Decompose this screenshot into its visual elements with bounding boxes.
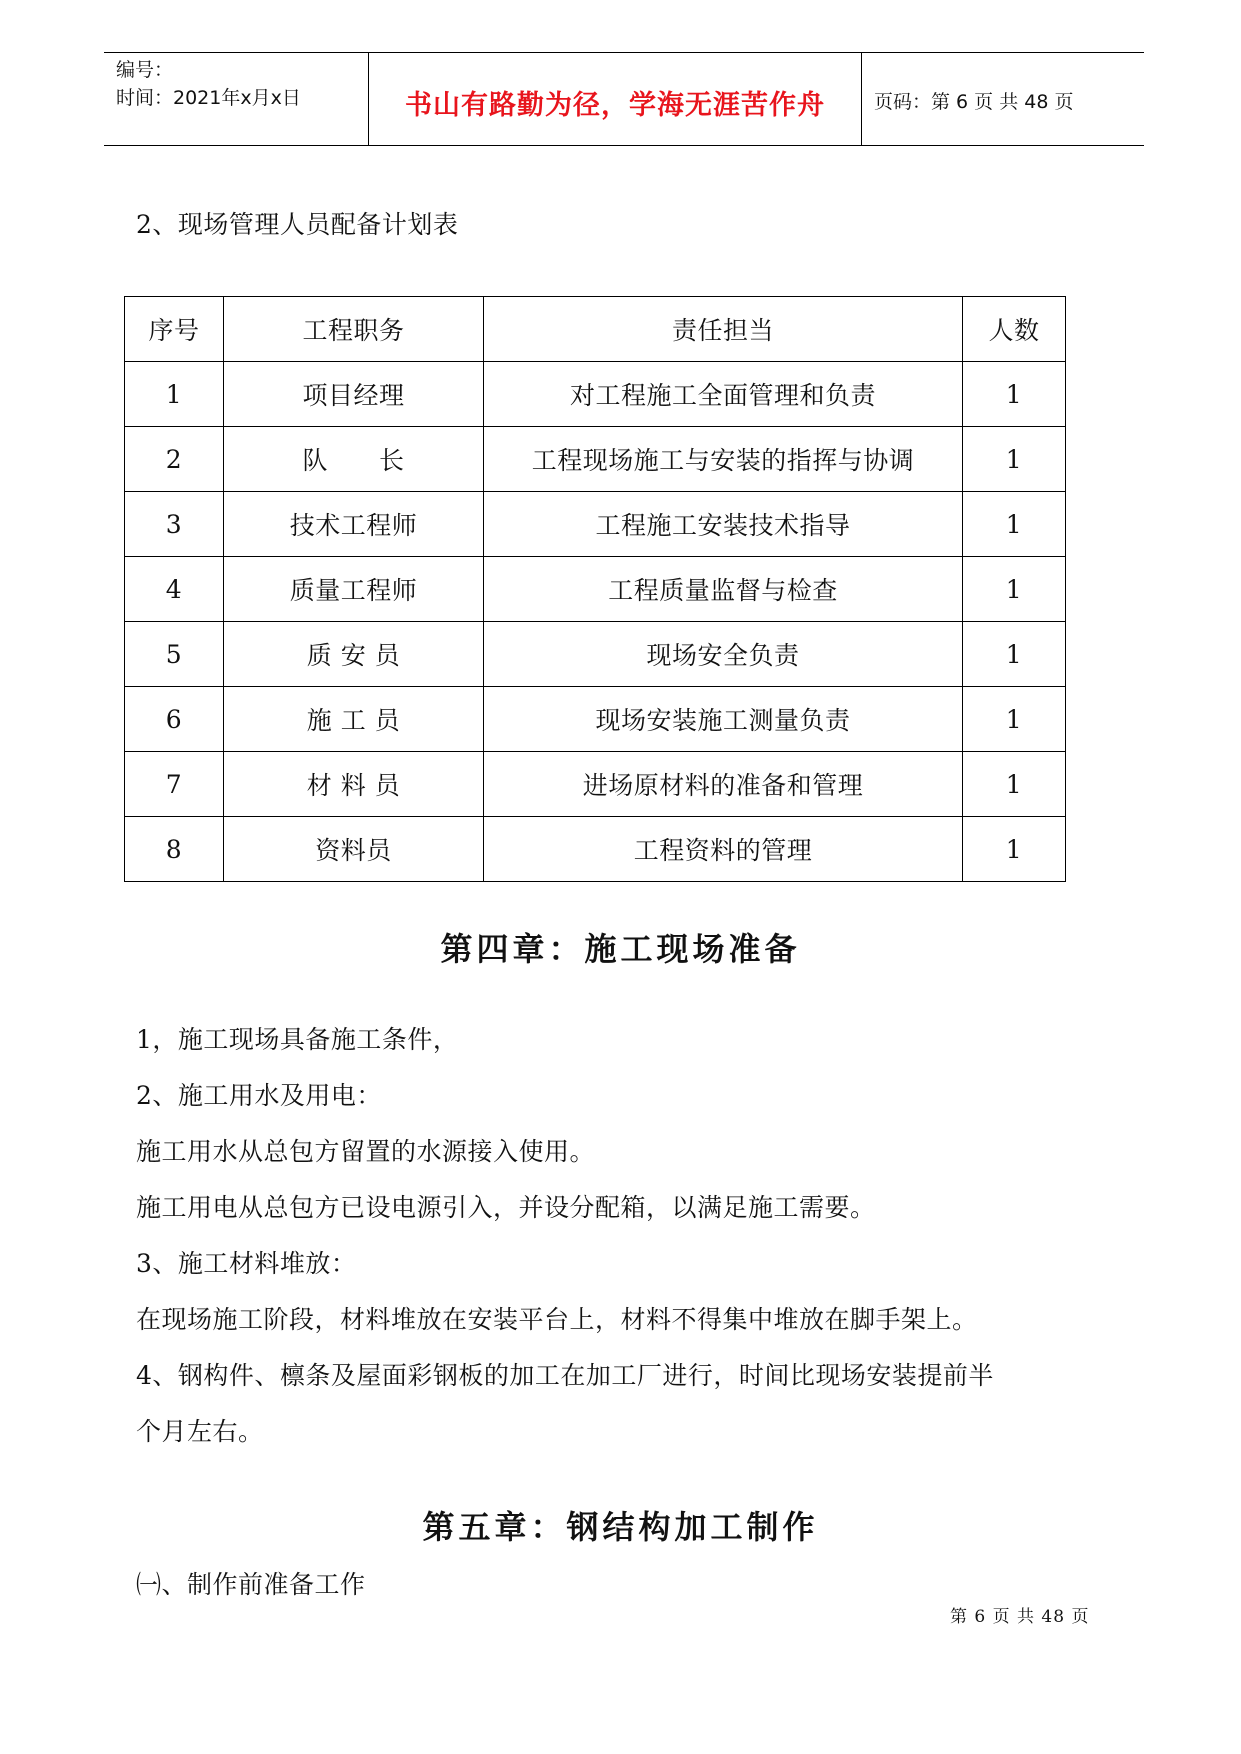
header-cell-responsibility: 责任担当 <box>484 297 963 362</box>
cell-count: 1 <box>963 817 1066 882</box>
cell-responsibility: 工程质量监督与检查 <box>484 557 963 622</box>
paragraph: 施工用电从总包方已设电源引入，并设分配箱，以满足施工需要。 <box>136 1193 876 1222</box>
cell-index: 7 <box>125 752 224 817</box>
cell-position: 质 安 员 <box>224 622 484 687</box>
doc-number-label: 编号： <box>116 59 174 81</box>
doc-time-label: 时间：2021年x月x日 <box>116 87 301 109</box>
cell-index: 5 <box>125 622 224 687</box>
table-row <box>125 817 1066 882</box>
cell-count: 1 <box>963 362 1066 427</box>
page-header <box>104 52 1144 146</box>
paragraph: 3、施工材料堆放： <box>136 1249 357 1278</box>
cell-position: 项目经理 <box>224 362 484 427</box>
header-cell-count: 人数 <box>963 297 1066 362</box>
cell-count: 1 <box>963 427 1066 492</box>
table-row <box>125 362 1066 427</box>
header-motto-cell <box>368 53 862 145</box>
table-row <box>125 687 1066 752</box>
header-motto: 书山有路勤为径，学海无涯苦作舟 <box>405 90 825 121</box>
table-row <box>125 752 1066 817</box>
header-page-cell <box>862 53 1144 145</box>
cell-position: 队 长 <box>224 427 484 492</box>
cell-count: 1 <box>963 752 1066 817</box>
cell-index: 6 <box>125 687 224 752</box>
cell-position: 技术工程师 <box>224 492 484 557</box>
paragraph: 施工用水从总包方留置的水源接入使用。 <box>136 1137 596 1166</box>
cell-responsibility: 现场安全负责 <box>484 622 963 687</box>
cell-responsibility: 工程施工安装技术指导 <box>484 492 963 557</box>
cell-index: 2 <box>125 427 224 492</box>
cell-position: 材 料 员 <box>224 752 484 817</box>
cell-index: 8 <box>125 817 224 882</box>
cell-position: 资料员 <box>224 817 484 882</box>
cell-responsibility: 工程现场施工与安装的指挥与协调 <box>484 427 963 492</box>
staff-plan-table <box>124 296 1066 882</box>
header-cell-index: 序号 <box>125 297 224 362</box>
cell-index: 1 <box>125 362 224 427</box>
cell-count: 1 <box>963 687 1066 752</box>
cell-responsibility: 工程资料的管理 <box>484 817 963 882</box>
section-title: 2、现场管理人员配备计划表 <box>136 210 459 239</box>
cell-count: 1 <box>963 622 1066 687</box>
table-row <box>125 557 1066 622</box>
subsection-title: ㈠、制作前准备工作 <box>136 1570 366 1599</box>
cell-position: 施 工 员 <box>224 687 484 752</box>
cell-responsibility: 进场原材料的准备和管理 <box>484 752 963 817</box>
cell-count: 1 <box>963 492 1066 557</box>
cell-position: 质量工程师 <box>224 557 484 622</box>
cell-responsibility: 现场安装施工测量负责 <box>484 687 963 752</box>
table-row <box>125 622 1066 687</box>
paragraph: 2、施工用水及用电： <box>136 1081 382 1110</box>
chapter-4-title: 第四章：施工现场准备 <box>440 930 801 968</box>
paragraph: 在现场施工阶段，材料堆放在安装平台上，材料不得集中堆放在脚手架上。 <box>136 1305 978 1334</box>
paragraph: 个月左右。 <box>136 1417 264 1446</box>
paragraph: 1，施工现场具备施工条件， <box>136 1025 459 1054</box>
table-header-row <box>125 297 1066 362</box>
cell-count: 1 <box>963 557 1066 622</box>
chapter-5-title: 第五章：钢结构加工制作 <box>422 1508 819 1546</box>
table-row <box>125 492 1066 557</box>
paragraph: 4、钢构件、檩条及屋面彩钢板的加工在加工厂进行，时间比现场安装提前半 <box>136 1361 994 1390</box>
cell-index: 3 <box>125 492 224 557</box>
cell-index: 4 <box>125 557 224 622</box>
header-left-cell <box>104 53 366 145</box>
header-page-number: 页码：第 6 页 共 48 页 <box>874 91 1074 113</box>
cell-responsibility: 对工程施工全面管理和负责 <box>484 362 963 427</box>
page-footer: 第 6 页 共 48 页 <box>950 1607 1090 1627</box>
table-row <box>125 427 1066 492</box>
header-cell-position: 工程职务 <box>224 297 484 362</box>
